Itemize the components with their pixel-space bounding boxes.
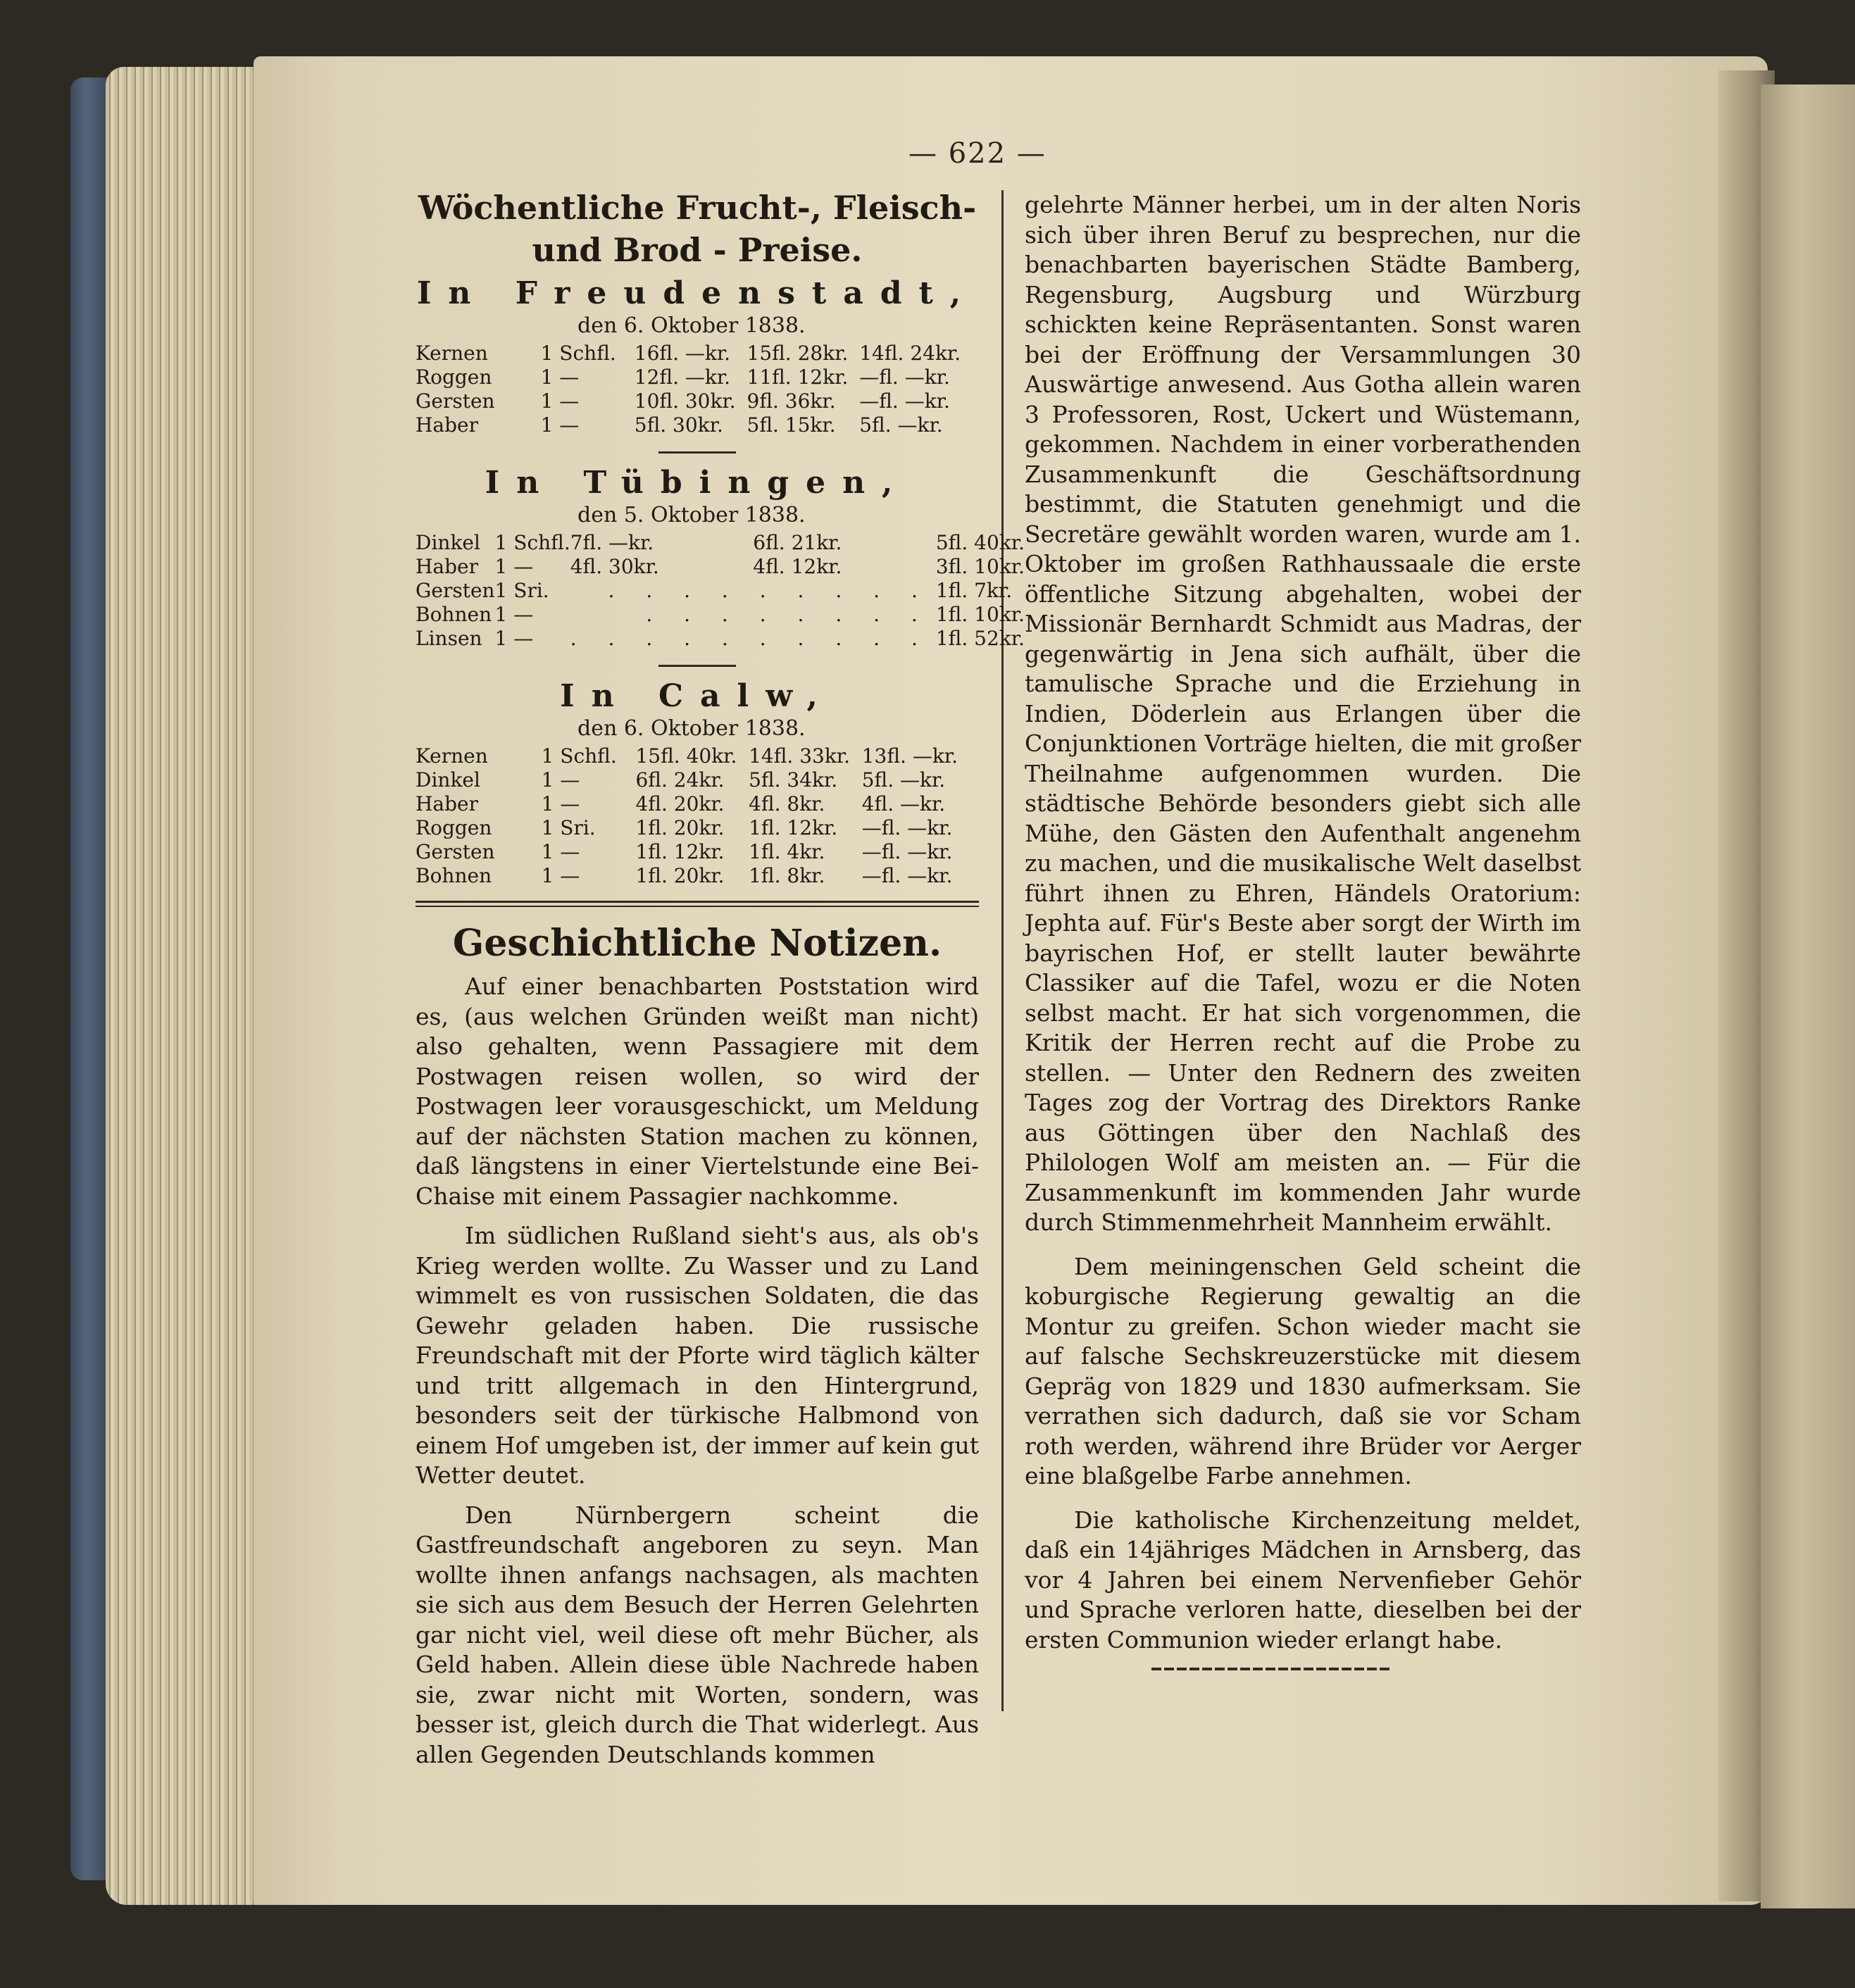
price-high: 12fl. —kr. [634, 365, 731, 389]
item-measure: 1 — [540, 365, 580, 389]
price-row [416, 627, 1025, 651]
price-high: 7fl. —kr. [570, 531, 654, 554]
item-measure: 1 — [494, 627, 534, 650]
notes-title: Geschichtliche Notizen. [452, 922, 942, 965]
price-mid: 6fl. 21kr. [753, 531, 842, 554]
price-row [416, 342, 972, 365]
article-paragraph: gelehrte Männer herbei, um in der alten Noris sich über ihren Beruf zu besprechen, nur die benachbarten bayerischen Städte Bamberg, Regensburg, Augsburg und Würzburg schickten keine Repräsentanten. Sonst waren bei der Eröffnung der Versammlungen 30 Auswärtige anwesend. Aus Gotha allein waren 3 Professoren, Rost, Uckert und Wüstemann, gekommen. Nachdem in einer vorberathenden Zusammenkunft die Geschäftsordnung bestimmt, die Statuten genehmigt und die Secretäre gewählt worden waren, wurde am 1. Oktober im großen Rathhaussaale die erste öffentliche Sitzung abgehalten, wobei der Missionär Bernhardt Schmidt aus Madras, der gegenwärtig in Jena sich aufhält, über die tamulische Sprache und die Erziehung in Indien, Döderlein aus Erlangen über die Conjunktionen Vorträge hielten, die mit großer Theilnahme aufgenommen wurden. Die städtische Behörde besonders giebt sich alle Mühe, den Gästen den Aufenthalt angenehm zu machen, und die musikalische Welt daselbst führt ihnen zu Ehren, Händels Oratorium: Jephta auf. Für's Beste aber sorgt der Wirth im bayrischen Hof, er stellt lauter bewährte Classiker auf die Tafel, wozu er die Noten selbst macht. Er hat sich vorgenommen, die Kritik der Herren recht auf die Probe zu stellen. — Unter den Rednern des zweiten Tages zog der Vortrag des Direktors Ranke aus Göttingen über den Nachlaß des Philologen Wolf am meisten an. — Für die Zusammenkunft im kommenden Jahr wurde durch Stimmenmehrheit Mannheim erwählt. [1025, 191, 1581, 1236]
price-high: 10fl. 30kr. [634, 389, 736, 413]
book-cover-spine [70, 77, 109, 1880]
item-measure: 1 — [494, 603, 534, 626]
price-low: —fl. —kr. [861, 864, 953, 887]
price-low: 1fl. 52kr. [935, 627, 1025, 650]
item-measure: 1 Schfl. [540, 342, 616, 365]
price-high: 6fl. 24kr. [635, 768, 725, 792]
item-name: Haber [416, 792, 478, 815]
price-mid: 5fl. 34kr. [749, 768, 838, 792]
price-low: 5fl. —kr. [861, 768, 946, 792]
city-name: In Calw, [560, 678, 835, 714]
city-block-calw [416, 677, 979, 888]
price-mid: 5fl. 15kr. [747, 413, 836, 437]
price-low: 5fl. —kr. [859, 413, 943, 437]
item-measure: 1 — [494, 555, 534, 578]
price-low: —fl. —kr. [859, 365, 950, 389]
price-row [416, 792, 972, 816]
article-paragraph: Im südlichen Rußland sieht's aus, als ob's Krieg werden wollte. Zu Wasser und zu Land wimmelt es von russischen Soldaten, die das Gewehr geladen haben. Die russische Freundschaft mit der Pforte wird täglich kälter und tritt allgemach in den Hintergrund, besonders seit der türkische Halbmond von einem Hof umgeben ist, der immer auf kein gut Wetter deutet. [416, 1222, 979, 1489]
section-separator [658, 451, 736, 454]
price-low: —fl. —kr. [859, 389, 950, 413]
item-name: Haber [416, 413, 478, 437]
price-row [416, 365, 972, 389]
price-low: —fl. —kr. [861, 816, 953, 839]
page-edges [106, 67, 268, 1905]
item-name: Dinkel [416, 531, 480, 554]
item-measure: 1 — [541, 768, 580, 792]
item-name: Linsen [416, 627, 482, 650]
facing-page-edge [1761, 85, 1855, 1908]
price-low: 4fl. —kr. [861, 792, 946, 815]
item-name: Haber [416, 555, 478, 578]
price-low: —fl. —kr. [861, 840, 953, 863]
end-ornament-rule [1151, 1668, 1391, 1670]
left-column [416, 187, 1025, 1770]
section-double-rule [416, 901, 979, 907]
price-low: 1fl. 7kr. [935, 579, 1013, 602]
price-mid: 4fl. 8kr. [749, 792, 825, 815]
price-dots: . . . . . . . . . [608, 579, 930, 602]
price-mid: 4fl. 12kr. [753, 555, 842, 578]
article-paragraph: Auf einer benachbarten Poststation wird es, (aus welchen Gründen weißt man nicht) also gehalten, wenn Passagiere mit dem Postwagen reisen wollen, so wird der Postwagen leer vorausgeschickt, um Meldung auf der nächsten Station machen zu können, daß längstens in einer Viertelstunde eine Bei-Chaise mit einem Passagier nachkomme. [416, 973, 979, 1210]
item-measure: 1 Schfl. [541, 744, 617, 768]
price-table [416, 744, 972, 888]
price-low: 1fl. 10kr. [935, 603, 1025, 626]
price-low: 3fl. 10kr. [935, 555, 1025, 578]
city-name: In Tübingen, [485, 465, 910, 501]
price-row [416, 768, 972, 792]
city-block-freudenstadt [416, 274, 979, 437]
article-paragraph: Die katholische Kirchenzeitung meldet, daß ein 14jähriges Mädchen in Arnsberg, das vor 4 Jahren bei einem Nervenfieber Gehör und Sprache verloren hatte, dieselben bei der ersten Communion wieder erlangt habe. [1025, 1506, 1581, 1653]
price-high: 4fl. 30kr. [570, 555, 659, 578]
price-mid: 9fl. 36kr. [747, 389, 836, 413]
item-name: Roggen [416, 365, 492, 389]
market-prices-title: Wöchentliche Frucht-, Fleisch- und Brod - Preise. [418, 189, 977, 269]
price-table [416, 531, 1025, 651]
item-name: Gersten [416, 840, 495, 863]
price-row [416, 840, 972, 864]
price-mid: 1fl. 8kr. [749, 864, 825, 887]
price-dots: . . . . . . . . [646, 603, 930, 626]
price-row [416, 816, 972, 840]
item-name: Gersten [416, 579, 495, 602]
item-name: Gersten [416, 389, 495, 413]
item-name: Kernen [416, 744, 488, 768]
item-name: Bohnen [416, 603, 492, 626]
price-low: 13fl. —kr. [861, 744, 958, 768]
price-mid: 15fl. 28kr. [747, 342, 849, 365]
price-high: 4fl. 20kr. [635, 792, 725, 815]
price-mid: 14fl. 33kr. [749, 744, 851, 768]
article-paragraph: Den Nürnbergern scheint die Gastfreundschaft angeboren zu seyn. Man wollte ihnen anfangs nachsagen, als machten sie sich aus dem Besuch der Herren Gelehrten gar nicht viel, weil diese oft mehr Bücher, als Geld haben. Allein diese üble Nachrede haben sie, zwar nicht mit Worten, sondern, was besser ist, gleich durch die That widerlegt. Aus allen Gegenden Deutschlands kommen [416, 1501, 979, 1768]
price-high: 1fl. 20kr. [635, 864, 725, 887]
city-date: den 5. Oktober 1838. [577, 503, 806, 527]
item-name: Bohnen [416, 864, 492, 887]
page-number: — 622 — [908, 137, 1047, 170]
item-measure: 1 — [541, 792, 580, 815]
item-measure: 1 Schfl. [494, 531, 570, 554]
price-high: 1fl. 20kr. [635, 816, 725, 839]
city-block-tuebingen [416, 463, 1025, 651]
article-paragraph: Dem meiningenschen Geld scheint die koburgische Regierung gewaltig an die Montur zu greifen. Schon wieder macht sie auf falsche Sechskreuzerstücke mit diesem Gepräg von 1829 und 1830 aufmerksam. Sie verrathen sich dadurch, daß sie vor Scham roth werden, während ihre Brüder vor Aerger eine blaßgelbe Farbe annehmen. [1025, 1252, 1581, 1489]
price-table [416, 342, 972, 437]
price-high: 15fl. 40kr. [635, 744, 737, 768]
price-row [416, 389, 972, 413]
price-mid: 1fl. 12kr. [749, 816, 838, 839]
column-divider [1001, 190, 1004, 1711]
price-row [416, 531, 1025, 555]
price-row [416, 603, 1025, 627]
price-low: 14fl. 24kr. [859, 342, 961, 365]
price-high: 1fl. 12kr. [635, 840, 725, 863]
price-dots: . . . . . . . . . . [570, 627, 930, 650]
price-row [416, 864, 972, 888]
price-mid: 1fl. 4kr. [749, 840, 825, 863]
price-row [416, 579, 1025, 603]
price-high: 16fl. —kr. [634, 342, 731, 365]
price-row [416, 744, 972, 768]
item-name: Kernen [416, 342, 488, 365]
item-measure: 1 — [541, 864, 580, 887]
item-measure: 1 Sri. [494, 579, 549, 602]
price-mid: 11fl. 12kr. [747, 365, 849, 389]
price-low: 5fl. 40kr. [935, 531, 1025, 554]
item-name: Roggen [416, 816, 492, 839]
item-measure: 1 — [540, 413, 580, 437]
right-column [1025, 190, 1581, 1670]
section-separator [658, 665, 736, 667]
city-date: den 6. Oktober 1838. [577, 716, 806, 741]
item-measure: 1 Sri. [541, 816, 596, 839]
item-measure: 1 — [541, 840, 580, 863]
price-high: 5fl. 30kr. [634, 413, 723, 437]
item-measure: 1 — [540, 389, 580, 413]
price-row [416, 555, 1025, 579]
city-name: In Freudenstadt, [416, 275, 978, 311]
city-date: den 6. Oktober 1838. [577, 313, 806, 338]
item-name: Dinkel [416, 768, 480, 792]
price-row [416, 413, 972, 437]
